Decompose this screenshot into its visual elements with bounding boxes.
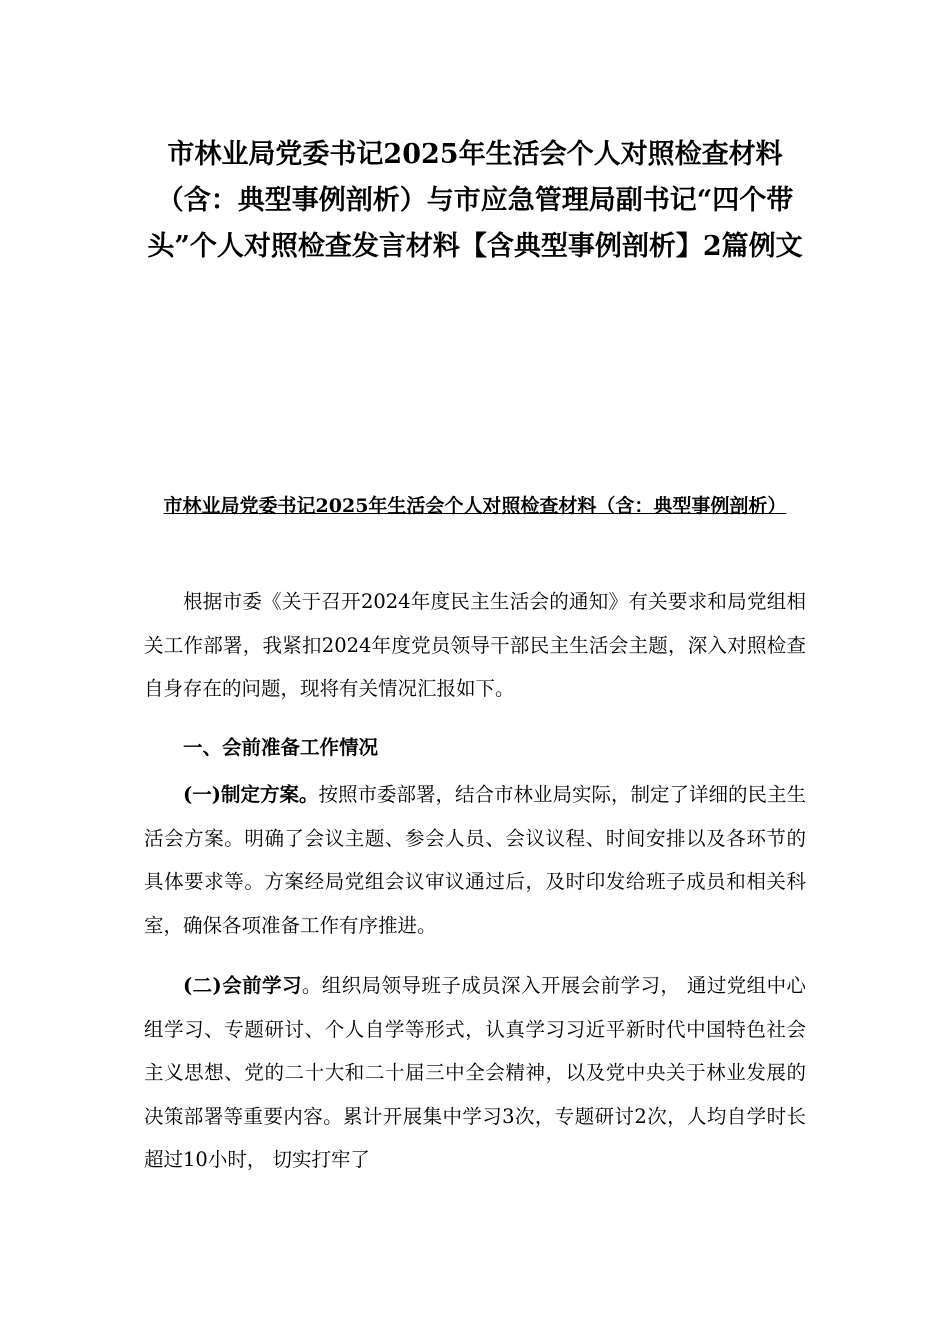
- item-paragraph-1: [144, 773, 806, 947]
- item-1-text: 按照市委部署，结合市林业局实际，制定了详细的民主生活会方案。明确了会议主题、参会人员、会议议程、时间安排以及各环节的具体要求等。方案经局党组会议审议通过后，及时印发给班子成员和相关科室，确保各项准备工作有序推进。: [144, 783, 806, 937]
- item-2-lead: (二)会前学习: [183, 974, 302, 997]
- document-main-title: 市林业局党委书记2025年生活会个人对照检查材料（含：典型事例剖析）与市应急管理局副书记“四个带头”个人对照检查发言材料【含典型事例剖析】2篇例文: [147, 139, 803, 262]
- section-heading: 一、会前准备工作情况: [183, 736, 379, 759]
- intro-paragraph: 根据市委《关于召开2024年度民主生活会的通知》有关要求和局党组相关工作部署，我紧扣2024年度党员领导干部民主生活会主题，深入对照检查自身存在的问题，现将有关情况汇报如下。: [144, 590, 806, 700]
- item-1-lead: (一)制定方案。: [183, 783, 319, 806]
- item-2-text: 。组织局领导班子成员深入开展会前学习， 通过党组中心组学习、专题研讨、个人自学等形式，认真学习习近平新时代中国特色社会主义思想、党的二十大和二十届三中全会精神，以及党中央关于林业发展的决策部署等重要内容。累计开展集中学习3次，专题研讨2次，人均自学时长超过10小时， 切实打牢了: [144, 974, 806, 1171]
- item-paragraph-2: [144, 964, 806, 1182]
- document-sub-title: 市林业局党委书记2025年生活会个人对照检查材料（含：典型事例剖析）: [163, 495, 787, 517]
